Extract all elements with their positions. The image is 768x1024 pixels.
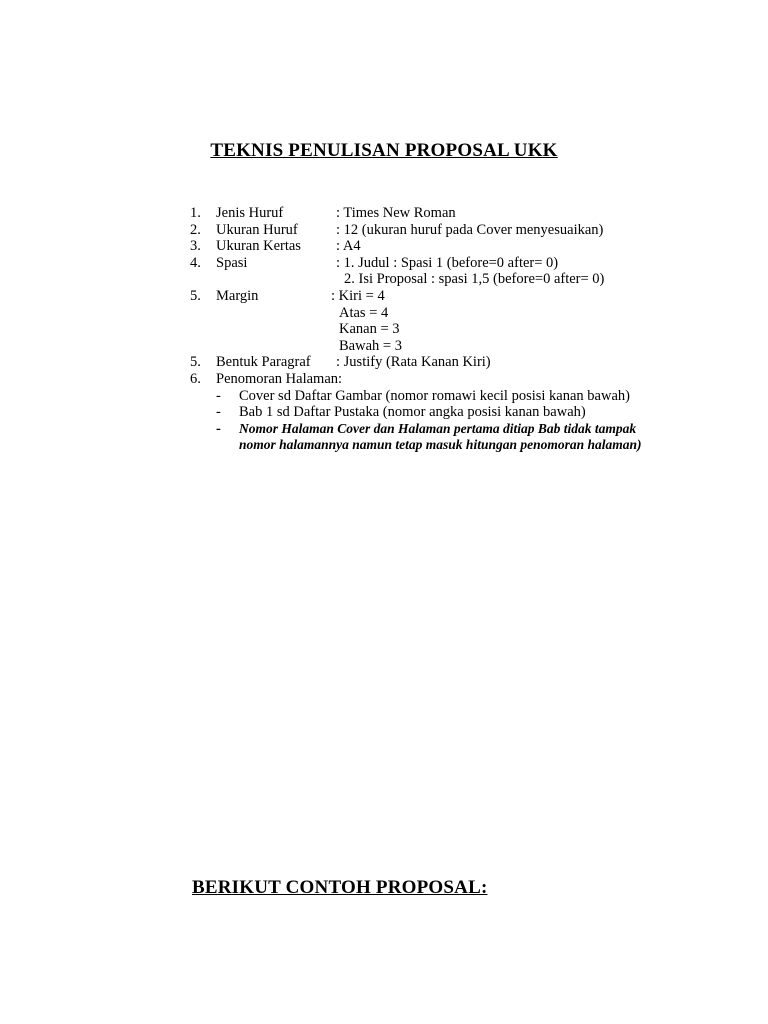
item-number: 2. — [190, 221, 201, 238]
item-label: Ukuran Huruf — [216, 221, 298, 238]
item-number: 5. — [190, 287, 201, 304]
item-number: 3. — [190, 238, 201, 255]
footer-heading: BERIKUT CONTOH PROPOSAL: — [192, 877, 488, 898]
list-item-margin — [190, 288, 690, 305]
list-item-spacing-continuation — [190, 271, 690, 288]
item-number: 1. — [190, 205, 201, 221]
item-value: : Times New Roman — [336, 205, 456, 221]
item-value: : Kiri = 4 — [331, 287, 385, 304]
format-list — [190, 205, 690, 473]
dash-bullet: - — [216, 420, 221, 437]
list-item-page-numbering — [190, 371, 690, 388]
item-label: Bentuk Paragraf — [216, 354, 311, 371]
margin-right-line — [190, 321, 690, 338]
list-item-paragraph — [190, 354, 690, 371]
item-number: 6. — [190, 370, 201, 387]
dash-bullet: - — [216, 404, 221, 421]
sub-item-text: Bab 1 sd Daftar Pustaka (nomor angka posisi kanan bawah) — [239, 404, 586, 421]
list-item-paper-size — [190, 238, 690, 255]
item-value: : 12 (ukuran huruf pada Cover menyesuaikan) — [336, 221, 604, 238]
item-label: Margin — [216, 287, 259, 304]
sub-item-chapter — [190, 404, 690, 421]
margin-bottom-line — [190, 338, 690, 355]
sub-item-cover — [190, 388, 690, 405]
item-value: : Justify (Rata Kanan Kiri) — [336, 354, 491, 371]
dash-bullet: - — [216, 387, 221, 404]
item-value: : A4 — [336, 238, 361, 255]
item-number: 4. — [190, 254, 201, 271]
item-label: Spasi — [216, 254, 248, 271]
item-continuation: Atas = 4 — [339, 304, 389, 321]
sub-item-text: Cover sd Daftar Gambar (nomor romawi kecil posisi kanan bawah) — [239, 387, 630, 404]
item-continuation: Bawah = 3 — [339, 337, 402, 354]
list-item-font — [190, 205, 690, 222]
margin-top-line — [190, 305, 690, 322]
item-continuation: 2. Isi Proposal : spasi 1,5 (before=0 after= 0) — [344, 271, 605, 288]
item-value: : 1. Judul : Spasi 1 (before=0 after= 0) — [336, 254, 559, 271]
note-item — [190, 421, 690, 473]
item-continuation: Kanan = 3 — [339, 321, 400, 338]
item-label: Ukuran Kertas — [216, 238, 301, 255]
page-title: TEKNIS PENULISAN PROPOSAL UKK — [210, 140, 558, 161]
item-label: Penomoran Halaman: — [216, 370, 343, 387]
list-item-font-size — [190, 222, 690, 239]
note-text: Nomor Halaman Cover dan Halaman pertama ditiap Bab tidak tampak nomor halamannya namun tetap masuk hitungan penomoran halaman) — [239, 420, 642, 453]
item-number: 5. — [190, 354, 201, 371]
list-item-spacing — [190, 255, 690, 272]
item-label: Jenis Huruf — [216, 205, 284, 221]
